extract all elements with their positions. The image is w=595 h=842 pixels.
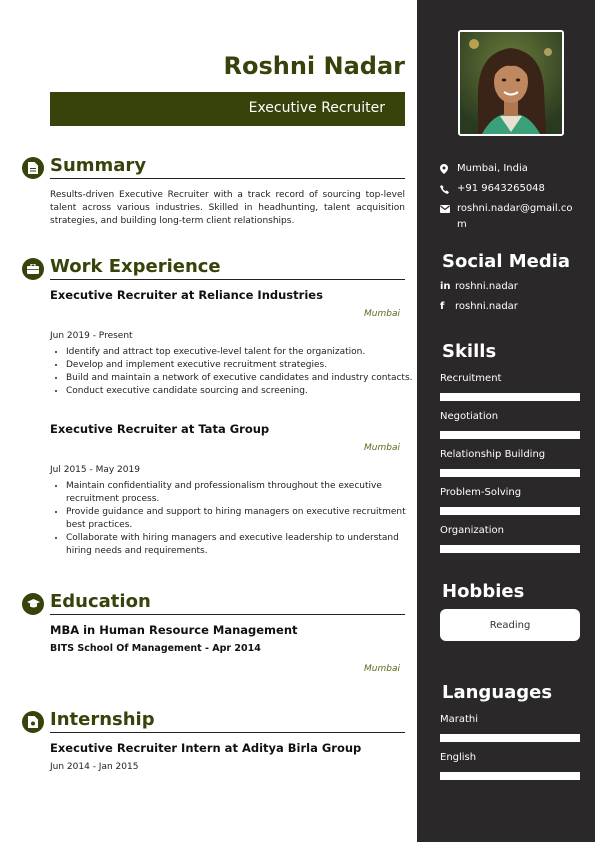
sidebar — [417, 0, 595, 842]
skills-heading: Skills — [442, 341, 497, 362]
internship-title: Executive Recruiter Intern at Aditya Birla Group — [50, 741, 362, 755]
school-name: BITS School Of Management - Apr 2014 — [50, 643, 261, 654]
summary-heading: Summary — [50, 155, 147, 176]
hobbies-heading: Hobbies — [442, 581, 525, 602]
linkedin-handle[interactable]: roshni.nadar — [455, 280, 518, 292]
skill-label: Relationship Building — [440, 449, 546, 460]
skill-bar — [440, 507, 580, 515]
section-divider — [50, 732, 405, 733]
job-bullets — [50, 480, 421, 558]
list-item: • Maintain confidentiality and professionalism throughout the executive recruitment process. — [66, 480, 421, 506]
summary-text: Results-driven Executive Recruiter with a track record of sourcing top-level talent across various industries. Skilled in headhunting, talent acquisition strategies, and building long-term client relationships. — [50, 190, 405, 226]
portrait-image — [460, 32, 562, 134]
graduation-cap-icon — [22, 593, 44, 615]
linkedin-icon: in — [440, 280, 451, 292]
role-title: Executive Recruiter — [248, 100, 385, 116]
education-heading: Education — [50, 591, 151, 612]
list-item: • Conduct executive candidate sourcing and screening. — [66, 385, 421, 398]
job-dates: Jun 2019 - Present — [50, 331, 133, 341]
internship-dates: Jun 2014 - Jan 2015 — [50, 762, 139, 772]
job-dates: Jul 2015 - May 2019 — [50, 465, 140, 475]
education-location: Mumbai — [364, 664, 400, 674]
work-experience-heading: Work Experience — [50, 256, 221, 277]
language-bar — [440, 734, 580, 742]
list-item: • Identify and attract top executive-level talent for the organization. — [66, 346, 421, 359]
skill-bar — [440, 469, 580, 477]
skill-bar — [440, 545, 580, 553]
section-divider — [50, 279, 405, 280]
briefcase-icon — [22, 258, 44, 280]
skill-bar — [440, 431, 580, 439]
list-item: • Provide guidance and support to hiring managers on executive recruitment best practices. — [66, 506, 421, 532]
section-divider — [50, 178, 405, 179]
languages-heading: Languages — [442, 682, 553, 703]
envelope-icon — [440, 201, 457, 217]
list-item: • Collaborate with hiring managers and executive leadership to understand hiring needs and requirements. — [66, 532, 421, 558]
job-bullets — [50, 346, 421, 398]
internship-heading: Internship — [50, 709, 155, 730]
facebook-handle[interactable]: roshni.nadar — [455, 300, 518, 312]
job-title: Executive Recruiter at Tata Group — [50, 422, 270, 436]
language-label: Marathi — [440, 714, 479, 725]
certificate-icon — [22, 711, 44, 733]
contact-phone — [440, 181, 578, 197]
social-facebook[interactable] — [440, 299, 518, 313]
contact-location — [440, 161, 578, 177]
language-bar — [440, 772, 580, 780]
skill-label: Recruitment — [440, 373, 502, 384]
section-divider — [50, 614, 405, 615]
social-linkedin[interactable] — [440, 279, 518, 293]
facebook-icon: f — [440, 300, 445, 312]
degree-title: MBA in Human Resource Management — [50, 623, 298, 637]
contact-email — [440, 201, 578, 233]
document-icon — [22, 157, 44, 179]
social-media-heading: Social Media — [442, 251, 571, 272]
skill-label: Negotiation — [440, 411, 499, 422]
skill-label: Problem-Solving — [440, 487, 522, 498]
job-location: Mumbai — [364, 443, 400, 453]
skill-bar — [440, 393, 580, 401]
location-pin-icon — [440, 161, 457, 177]
job-location: Mumbai — [364, 309, 400, 319]
email-text[interactable]: roshni.nadar@gmail.com — [457, 203, 573, 230]
job-title: Executive Recruiter at Reliance Industries — [50, 288, 323, 302]
profile-photo — [458, 30, 564, 136]
list-item: • Build and maintain a network of executive candidates and industry contacts. — [66, 372, 421, 385]
candidate-name: Roshni Nadar — [223, 52, 405, 80]
role-banner — [50, 92, 405, 126]
hobby-item: Reading — [440, 609, 580, 641]
phone-text[interactable]: +91 9643265048 — [457, 183, 545, 194]
location-text: Mumbai, India — [457, 163, 528, 174]
language-label: English — [440, 752, 477, 763]
skill-label: Organization — [440, 525, 504, 536]
phone-icon — [440, 181, 457, 197]
list-item: • Develop and implement executive recruitment strategies. — [66, 359, 421, 372]
